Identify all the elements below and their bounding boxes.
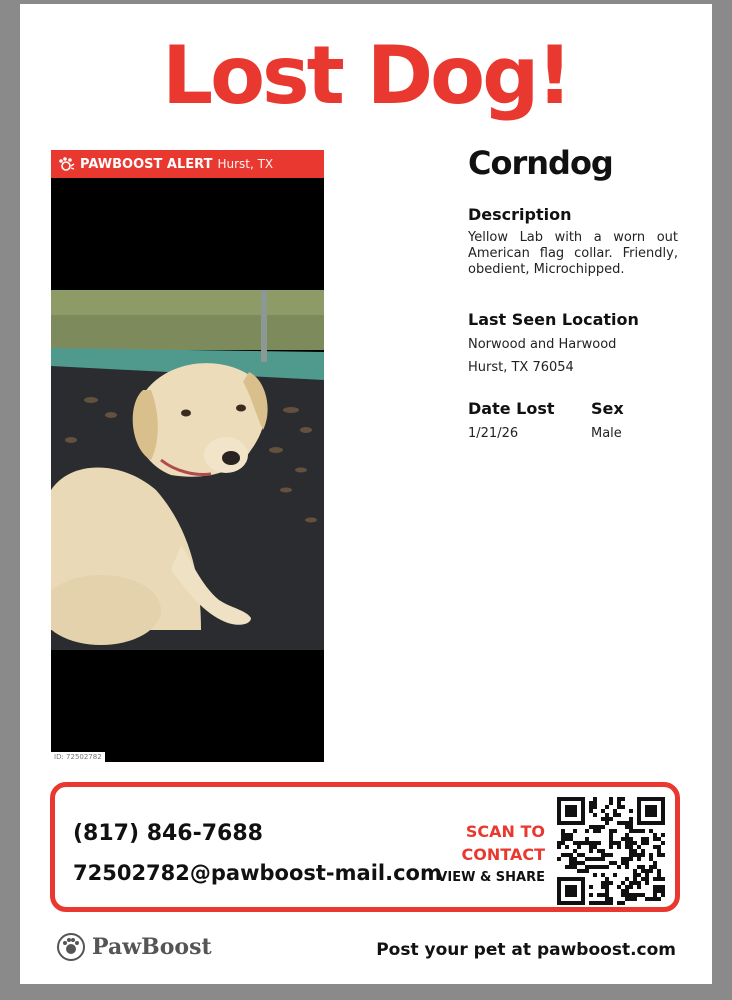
alert-bar <box>51 150 324 178</box>
last-seen-line1: Norwood and Harwood <box>468 337 617 352</box>
photo-card <box>51 150 324 762</box>
flyer-page <box>20 4 712 984</box>
pet-name: Corndog <box>468 144 613 182</box>
description-text: Yellow Lab with a worn out American flag collar. Friendly, obedient, Microchipped. <box>468 230 678 277</box>
date-lost-label: Date Lost <box>468 399 555 418</box>
last-seen-line2: Hurst, TX 76054 <box>468 360 574 375</box>
description-label: Description <box>468 205 572 224</box>
logo-text: PawBoost <box>92 934 212 960</box>
scan-line2: CONTACT <box>461 845 545 864</box>
contact-email[interactable]: 72502782@pawboost-mail.com <box>73 861 442 885</box>
scan-line1: SCAN TO <box>465 822 545 841</box>
headline: Lost Dog! <box>162 29 570 122</box>
pawboost-logo-icon <box>56 932 86 962</box>
date-lost-value: 1/21/26 <box>468 426 519 441</box>
scan-instructions <box>437 820 545 889</box>
scan-line3: VIEW & SHARE <box>437 870 545 885</box>
photo-id: ID: 72502782 <box>51 752 105 762</box>
sex-value: Male <box>591 426 622 441</box>
sex-label: Sex <box>591 399 624 418</box>
qr-code[interactable] <box>557 797 665 905</box>
paw-alert-icon <box>57 156 75 172</box>
footer-cta[interactable]: Post your pet at pawboost.com <box>376 940 676 960</box>
contact-phone[interactable]: (817) 846-7688 <box>73 821 263 846</box>
last-seen-label: Last Seen Location <box>468 310 639 329</box>
pawboost-logo[interactable] <box>56 932 212 962</box>
alert-location: Hurst, TX <box>217 157 274 171</box>
pet-photo <box>51 290 324 650</box>
contact-box <box>50 782 680 912</box>
alert-brand: PAWBOOST ALERT <box>80 156 213 172</box>
